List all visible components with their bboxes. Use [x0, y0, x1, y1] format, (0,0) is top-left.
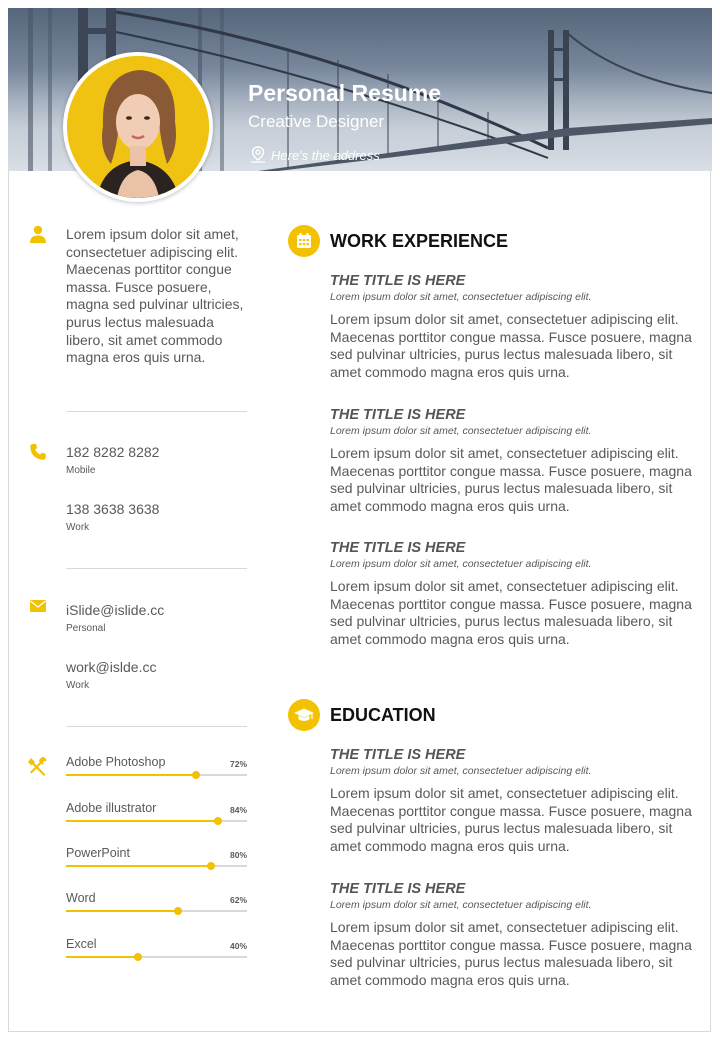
- skill-photoshop: [66, 755, 247, 781]
- skill-name: PowerPoint: [66, 846, 130, 860]
- skill-bar-fill: [66, 820, 218, 822]
- skill-bar-fill: [66, 956, 138, 958]
- profile-photo: [63, 52, 213, 202]
- entry-body: Lorem ipsum dolor sit amet, consectetuer adipiscing elit. Maecenas porttitor congue massa. Fusce posuere, magna sed pulvinar ultricies, purus lectus malesuada libero, sit amet commodo magna eros quis urna.: [330, 445, 692, 514]
- portrait-image: [67, 56, 209, 198]
- entry-title: THE TITLE IS HERE: [330, 881, 466, 897]
- skill-excel: [66, 937, 247, 963]
- skill-percent: 62%: [229, 895, 247, 905]
- skill-name: Adobe illustrator: [66, 801, 157, 815]
- skill-bar-handle: [214, 817, 222, 825]
- address: [250, 146, 380, 163]
- skill-bar-fill: [66, 774, 196, 776]
- skill-bar-handle: [207, 862, 215, 870]
- skill-bar: [66, 956, 247, 958]
- tools-icon: [28, 756, 48, 776]
- skill-bar-handle: [174, 907, 182, 915]
- education-heading: EDUCATION: [330, 705, 436, 725]
- email-work: work@islde.cc: [66, 659, 157, 675]
- phone-work: 138 3638 3638: [66, 501, 160, 517]
- entry-subtitle: Lorem ipsum dolor sit amet, consectetuer adipiscing elit.: [330, 558, 592, 570]
- work-entry: [330, 539, 700, 648]
- work-experience-heading: WORK EXPERIENCE: [330, 231, 509, 251]
- phone-icon: [28, 442, 48, 462]
- mail-icon: [28, 596, 48, 616]
- job-title: Creative Designer: [248, 112, 385, 131]
- skill-name: Adobe Photoshop: [66, 755, 166, 769]
- education-entry: [330, 746, 700, 855]
- education-entry: [330, 880, 700, 989]
- phone-mobile: 182 8282 8282: [66, 444, 160, 460]
- skill-bar-handle: [192, 771, 200, 779]
- entry-body: Lorem ipsum dolor sit amet, consectetuer adipiscing elit. Maecenas porttitor congue massa. Fusce posuere, magna sed pulvinar ultricies, purus lectus malesuada libero, sit amet commodo magna eros quis urna.: [330, 578, 692, 647]
- phone-mobile-label: Mobile: [66, 465, 96, 476]
- skill-percent: 72%: [229, 759, 247, 769]
- skill-bar-fill: [66, 910, 178, 912]
- skill-name: Excel: [66, 937, 97, 951]
- address-text: Here's the address: [271, 148, 380, 163]
- divider: [66, 726, 247, 727]
- skill-bar: [66, 910, 247, 912]
- skill-name: Word: [66, 891, 96, 905]
- email-personal-label: Personal: [66, 623, 106, 634]
- calendar-icon: [288, 225, 320, 257]
- divider: [66, 568, 247, 569]
- skill-illustrator: [66, 801, 247, 827]
- work-entry: [330, 272, 700, 381]
- entry-subtitle: Lorem ipsum dolor sit amet, consectetuer adipiscing elit.: [330, 425, 592, 437]
- entry-body: Lorem ipsum dolor sit amet, consectetuer adipiscing elit. Maecenas porttitor congue massa. Fusce posuere, magna sed pulvinar ultricies, purus lectus malesuada libero, sit amet commodo magna eros quis urna.: [330, 919, 692, 988]
- entry-title: THE TITLE IS HERE: [330, 540, 466, 556]
- skill-percent: 40%: [229, 941, 247, 951]
- entry-title: THE TITLE IS HERE: [330, 747, 466, 763]
- skill-bar-fill: [66, 865, 211, 867]
- resume-title: Personal Resume: [248, 80, 442, 106]
- skill-percent: 80%: [229, 850, 247, 860]
- entry-body: Lorem ipsum dolor sit amet, consectetuer adipiscing elit. Maecenas porttitor congue massa. Fusce posuere, magna sed pulvinar ultricies, purus lectus malesuada libero, sit amet commodo magna eros quis urna.: [330, 785, 692, 854]
- email-personal: iSlide@islide.cc: [66, 602, 165, 618]
- graduation-cap-icon: [288, 699, 320, 731]
- entry-subtitle: Lorem ipsum dolor sit amet, consectetuer adipiscing elit.: [330, 291, 592, 303]
- entry-body: Lorem ipsum dolor sit amet, consectetuer adipiscing elit. Maecenas porttitor congue massa. Fusce posuere, magna sed pulvinar ultricies, purus lectus malesuada libero, sit amet commodo magna eros quis urna.: [330, 311, 692, 380]
- skill-bar-handle: [134, 953, 142, 961]
- skill-bar: [66, 820, 247, 822]
- skill-bar: [66, 774, 247, 776]
- phone-work-label: Work: [66, 522, 90, 533]
- skill-bar: [66, 865, 247, 867]
- person-icon: [28, 224, 48, 244]
- map-pin-icon: [250, 146, 266, 163]
- skill-word: [66, 891, 247, 917]
- skill-percent: 84%: [229, 805, 247, 815]
- entry-title: THE TITLE IS HERE: [330, 407, 466, 423]
- about-text: Lorem ipsum dolor sit amet, consectetuer adipiscing elit. Maecenas porttitor congue massa. Fusce posuere, magna sed pulvinar ultricies, purus lectus malesuada libero, sit amet commodo magna eros quis urna.: [66, 226, 244, 366]
- entry-subtitle: Lorem ipsum dolor sit amet, consectetuer adipiscing elit.: [330, 765, 592, 777]
- email-work-label: Work: [66, 680, 90, 691]
- entry-subtitle: Lorem ipsum dolor sit amet, consectetuer adipiscing elit.: [330, 899, 592, 911]
- entry-title: THE TITLE IS HERE: [330, 273, 466, 289]
- work-entry: [330, 406, 700, 515]
- divider: [66, 411, 247, 412]
- skill-powerpoint: [66, 846, 247, 872]
